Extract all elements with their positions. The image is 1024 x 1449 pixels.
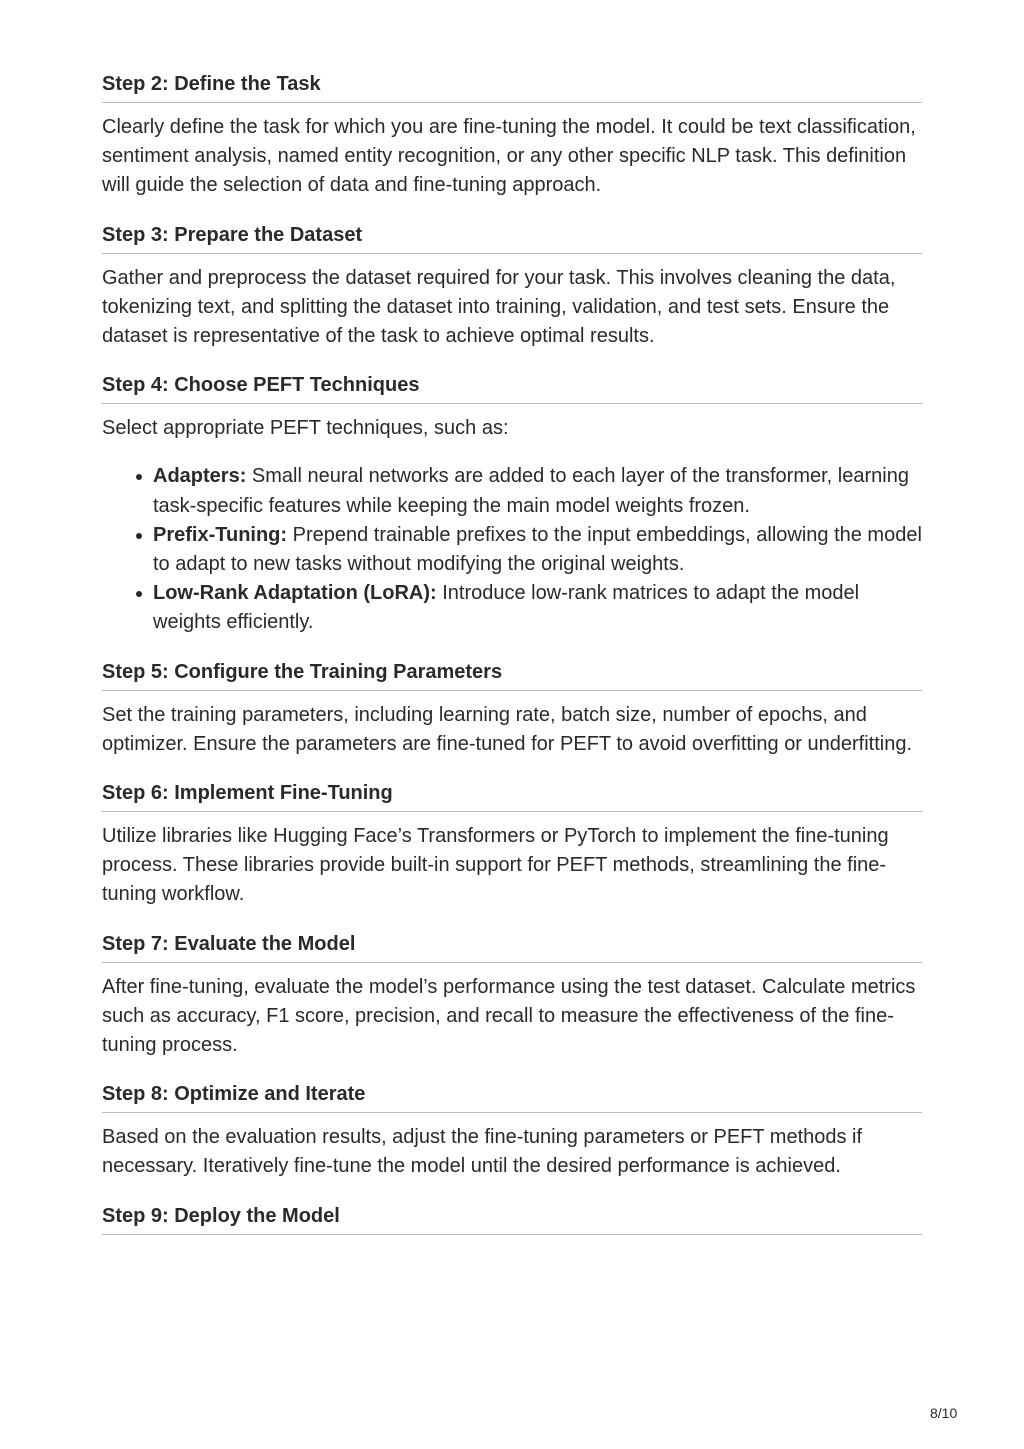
- step-4-section: [102, 371, 922, 637]
- step-heading: Step 6: Implement Fine-Tuning: [102, 779, 922, 812]
- step-heading: Step 3: Prepare the Dataset: [102, 221, 922, 254]
- document-content: [102, 70, 922, 1235]
- list-item: [153, 521, 922, 579]
- page-number: 8/10: [930, 1405, 958, 1421]
- step-heading: Step 9: Deploy the Model: [102, 1202, 922, 1235]
- step-paragraph: Gather and preprocess the dataset required for your task. This involves cleaning the data, tokenizing text, and splitting the dataset into training, validation, and test sets. Ensure the dataset is representative of the task to achieve optimal results.: [102, 266, 896, 348]
- list-item: [153, 462, 922, 520]
- step-3-section: [102, 221, 922, 352]
- step-7-section: [102, 930, 922, 1061]
- step-heading: Step 2: Define the Task: [102, 70, 922, 103]
- peft-techniques-list: [102, 462, 922, 637]
- list-item-text: Introduce low-rank matrices to adapt the model weights efficiently.: [153, 582, 860, 634]
- step-5-section: [102, 658, 922, 759]
- step-paragraph: Select appropriate PEFT techniques, such as:: [102, 417, 509, 440]
- list-item-text: Prepend trainable prefixes to the input embeddings, allowing the model to adapt to new tasks without modifying the original weights.: [153, 523, 922, 576]
- list-item-term: Low-Rank Adaptation (LoRA):: [153, 582, 437, 605]
- step-paragraph: Set the training parameters, including learning rate, batch size, number of epochs, and optimizer. Ensure the parameters are fine-tuned for PEFT to avoid overfitting or underfitting.: [102, 703, 913, 755]
- step-heading: Step 7: Evaluate the Model: [102, 930, 922, 963]
- list-item: [153, 579, 922, 637]
- list-item-text: Small neural networks are added to each layer of the transformer, learning task-specific features while keeping the main model weights frozen.: [153, 465, 909, 517]
- step-heading: Step 5: Configure the Training Parameters: [102, 658, 922, 691]
- step-6-section: [102, 779, 922, 910]
- step-2-section: [102, 70, 922, 201]
- step-paragraph: After fine-tuning, evaluate the model’s performance using the test dataset. Calculate metrics such as accuracy, F1 score, precision, and recall to measure the effectiveness of the fine-tuning process.: [102, 975, 916, 1057]
- step-9-section: [102, 1202, 922, 1235]
- list-item-term: Prefix-Tuning:: [153, 523, 288, 546]
- list-item-term: Adapters:: [153, 465, 247, 488]
- step-paragraph: Utilize libraries like Hugging Face’s Transformers or PyTorch to implement the fine-tuning process. These libraries provide built-in support for PEFT methods, streamlining the fine-tuning workflow.: [102, 825, 889, 906]
- step-paragraph: Clearly define the task for which you are fine-tuning the model. It could be text classification, sentiment analysis, named entity recognition, or any other specific NLP task. This definition will guide the selection of data and fine-tuning approach.: [102, 116, 916, 197]
- step-paragraph: Based on the evaluation results, adjust the fine-tuning parameters or PEFT methods if necessary. Iteratively fine-tune the model until the desired performance is achieved.: [102, 1126, 863, 1178]
- step-heading: Step 8: Optimize and Iterate: [102, 1080, 922, 1113]
- step-heading: Step 4: Choose PEFT Techniques: [102, 371, 922, 404]
- step-8-section: [102, 1080, 922, 1181]
